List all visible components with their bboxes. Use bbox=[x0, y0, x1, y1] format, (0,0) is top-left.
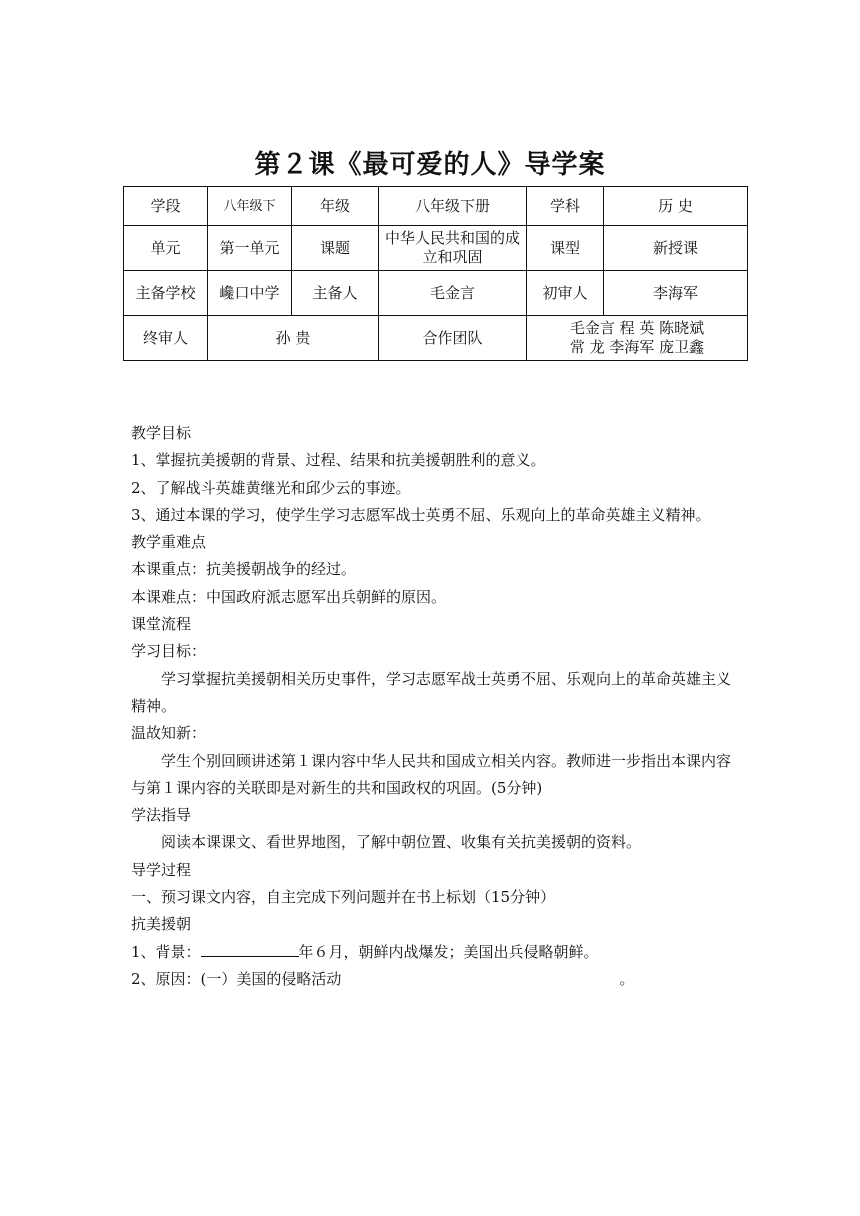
table-cell: 八年级下 bbox=[208, 187, 292, 226]
table-cell: 课型 bbox=[527, 226, 604, 271]
paragraph: 学生个别回顾讲述第１课内容中华人民共和国成立相关内容。教师进一步指出本课内容与第１课内容的关联即是对新生的共和国政权的巩固。(5分钟) bbox=[131, 751, 732, 797]
table-row bbox=[124, 271, 748, 316]
page-title: 第２课《最可爱的人》导学案 bbox=[254, 150, 606, 180]
paragraph: 阅读本课课文、看世界地图，了解中朝位置、收集有关抗美援朝的资料。 bbox=[161, 833, 642, 852]
question bbox=[131, 966, 731, 993]
question-suffix: 年６月，朝鲜内战爆发；美国出兵侵略朝鲜。 bbox=[298, 942, 599, 961]
team-line: 常 龙 李海军 庞卫鑫 bbox=[569, 338, 705, 356]
table-cell: 主备学校 bbox=[124, 271, 208, 316]
paragraph: 本课难点：中国政府派志愿军出兵朝鲜的原因。 bbox=[131, 587, 447, 606]
question-prefix: 1、背景： bbox=[131, 942, 201, 961]
section-heading: 导学过程 bbox=[131, 860, 192, 879]
team-cell bbox=[527, 316, 748, 361]
question-prefix: 2、原因：(一）美国的侵略活动 bbox=[131, 969, 342, 988]
paragraph: 1、掌握抗美援朝的背景、过程、结果和抗美援朝胜利的意义。 bbox=[131, 451, 546, 470]
table-cell: 八年级下册 bbox=[379, 187, 527, 226]
lesson-info-table bbox=[123, 186, 748, 361]
section-heading: 抗美援朝 bbox=[131, 915, 192, 934]
table-cell: 孙 贵 bbox=[208, 316, 379, 361]
section-heading: 教学重难点 bbox=[131, 533, 207, 552]
fill-in-blank[interactable] bbox=[201, 940, 299, 957]
section-heading: 温故知新： bbox=[131, 724, 207, 743]
table-cell: 学科 bbox=[527, 187, 604, 226]
paragraph: 本课重点：抗美援朝战争的经过。 bbox=[131, 560, 357, 579]
table-cell: 终审人 bbox=[124, 316, 208, 361]
table-row bbox=[124, 226, 748, 271]
table-cell: 巉口中学 bbox=[208, 271, 292, 316]
table-cell: 学段 bbox=[124, 187, 208, 226]
paragraph: 2、了解战斗英雄黄继光和邱少云的事迹。 bbox=[131, 478, 411, 497]
table-cell: 中华人民共和国的成立和巩固 bbox=[379, 226, 527, 271]
table-row bbox=[124, 187, 748, 226]
section-heading: 学法指导 bbox=[131, 806, 192, 825]
document-body bbox=[131, 420, 731, 993]
section-heading: 学习目标： bbox=[131, 642, 207, 661]
table-cell: 李海军 bbox=[604, 271, 748, 316]
table-cell: 历 史 bbox=[604, 187, 748, 226]
table-cell: 单元 bbox=[124, 226, 208, 271]
question bbox=[131, 939, 731, 966]
table-cell: 初审人 bbox=[527, 271, 604, 316]
section-heading: 教学目标 bbox=[131, 424, 192, 442]
table-cell: 年级 bbox=[292, 187, 379, 226]
table-row bbox=[124, 316, 748, 361]
table-cell: 主备人 bbox=[292, 271, 379, 316]
table-cell: 毛金言 bbox=[379, 271, 527, 316]
paragraph: 3、通过本课的学习，使学生学习志愿军战士英勇不屈、乐观向上的革命英雄主义精神。 bbox=[131, 505, 711, 524]
table-cell: 合作团队 bbox=[379, 316, 527, 361]
table-cell: 新授课 bbox=[604, 226, 748, 271]
table-cell: 课题 bbox=[292, 226, 379, 271]
table-cell: 第一单元 bbox=[208, 226, 292, 271]
question-suffix: 。 bbox=[619, 969, 635, 988]
section-heading: 课堂流程 bbox=[131, 615, 192, 634]
team-line: 毛金言 程 英 陈晓斌 bbox=[569, 319, 705, 337]
paragraph: 学习掌握抗美援朝相关历史事件，学习志愿军战士英勇不屈、乐观向上的革命英雄主义精神。 bbox=[131, 669, 732, 715]
paragraph: 一、预习课文内容，自主完成下列问题并在书上标划（15分钟） bbox=[131, 888, 556, 907]
